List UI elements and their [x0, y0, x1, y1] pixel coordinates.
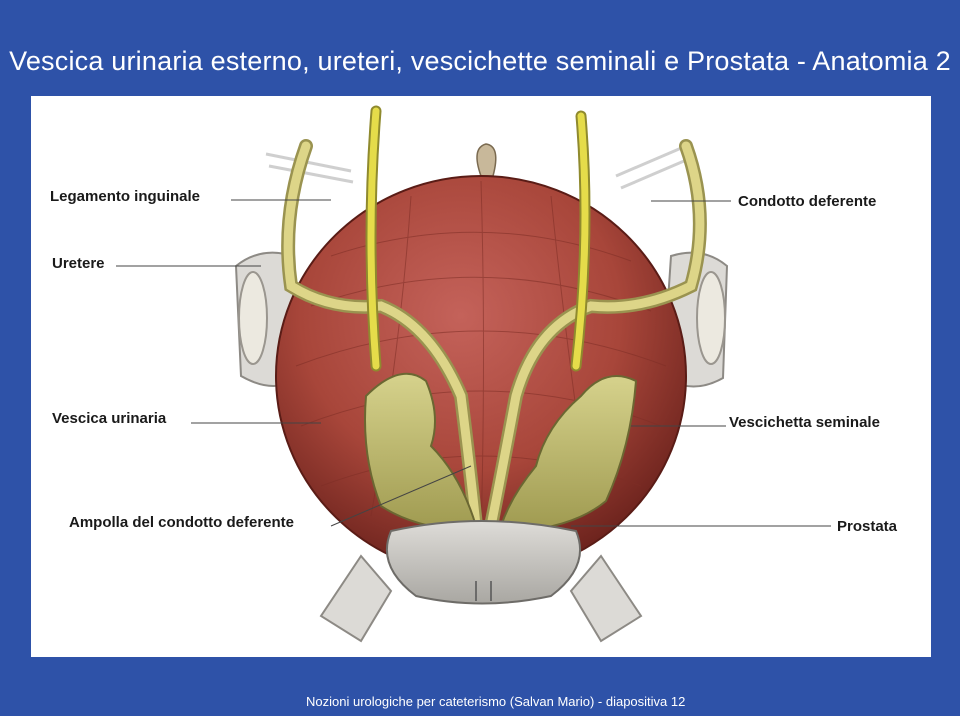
- label-vescichetta-seminale: Vescichetta seminale: [729, 414, 880, 431]
- label-vescica-urinaria: Vescica urinaria: [52, 410, 167, 427]
- label-prostata: Prostata: [837, 518, 898, 535]
- label-uretere: Uretere: [52, 255, 105, 272]
- label-ampolla: Ampolla del condotto deferente: [69, 514, 295, 531]
- anatomy-illustration: [31, 96, 931, 657]
- label-condotto-deferente: Condotto deferente: [738, 193, 877, 210]
- slide-title: Vescica urinaria esterno, ureteri, vescichette seminali e Prostata - Anatomia 2: [9, 46, 951, 76]
- label-legamento-inguinale: Legamento inguinale: [50, 188, 201, 205]
- slide-footer: Nozioni urologiche per cateterismo (Salvan Mario) - diapositiva 12: [306, 694, 686, 709]
- anatomy-figure: [31, 96, 931, 657]
